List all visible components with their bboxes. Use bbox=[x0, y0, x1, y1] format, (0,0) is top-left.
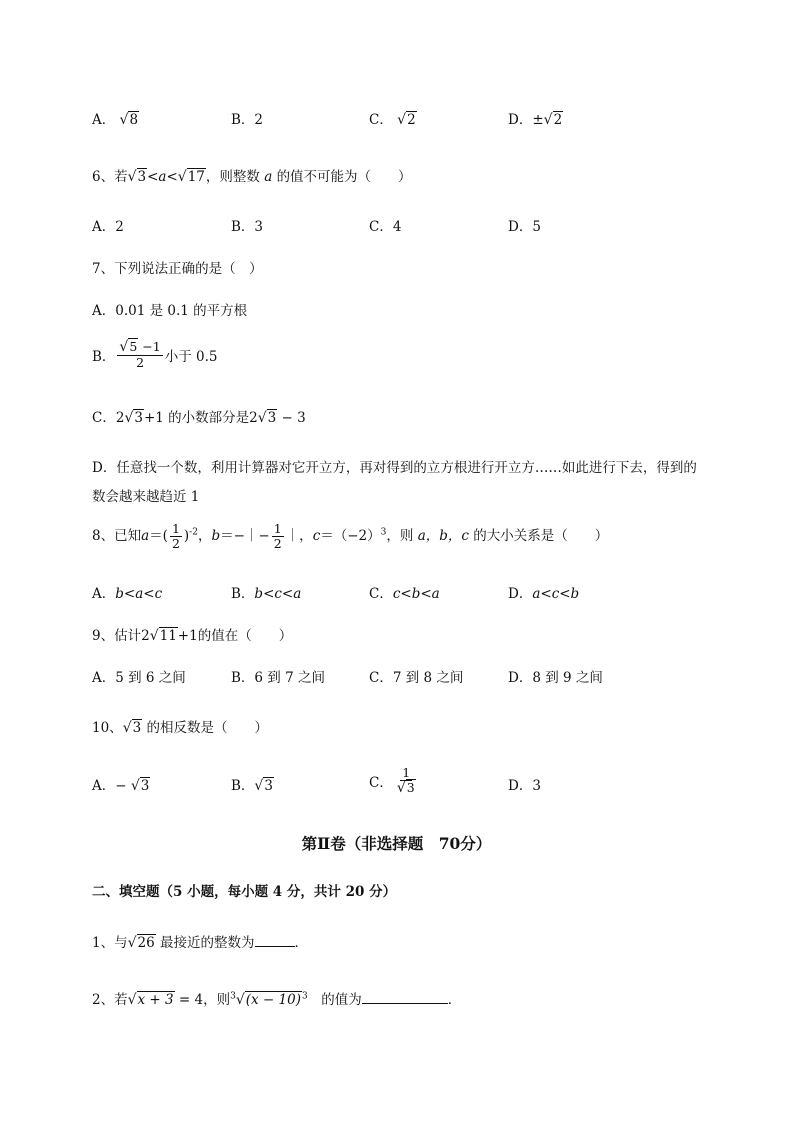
q7-option-d[interactable]: D．任意找一个数，利用计算器对它开立方，再对得到的立方根进行开立方……如此进行下去，得到的 数会越来越趋近 1 bbox=[92, 460, 697, 505]
q6-option-d[interactable]: D．5 bbox=[508, 219, 541, 235]
q10-stem: 10、√3 的相反数是（ ） bbox=[92, 720, 268, 736]
q8-options bbox=[92, 582, 712, 610]
q10-options bbox=[92, 766, 712, 806]
fill-q2-blank[interactable] bbox=[362, 991, 448, 1004]
q5-option-b[interactable]: B．2 bbox=[231, 112, 264, 128]
q9-option-c[interactable]: C．7 到 8 之间 bbox=[369, 670, 464, 686]
q9-options bbox=[92, 666, 712, 694]
q10-c-fraction: $\frac{1}{√3}$ bbox=[396, 765, 415, 796]
q9-option-b[interactable]: B．6 到 7 之间 bbox=[231, 670, 325, 686]
q7-option-a[interactable]: A．0.01 是 0.1 的平方根 bbox=[92, 303, 248, 319]
q6-option-c[interactable]: C．4 bbox=[369, 219, 402, 235]
q5-option-a[interactable]: A． √8 bbox=[92, 112, 139, 128]
q7-option-c[interactable]: C．2√3+1 的小数部分是2√3 − 3 bbox=[92, 410, 306, 426]
q6-stem: 6、若√3<a<√17，则整数 a 的值不可能为（ ） bbox=[92, 169, 412, 185]
q10-option-c[interactable]: C． $\frac{1}{√3}$ bbox=[369, 766, 420, 796]
q5-option-c[interactable]: C． √2 bbox=[369, 112, 416, 128]
q8-b-fraction: $\frac{1}{2}$ bbox=[273, 521, 282, 551]
q8-stem: 8、已知a＝( $\frac{1}{2}$ )$^{-2}$，b＝−｜− $\frac{1}{2}$ ｜，$c=(-2)^3$，则 a，b，c 的大小关系是（ ） bbox=[92, 521, 609, 551]
q7-option-b[interactable]: B． $\frac{√5 -1}{2}$ 小于 0.5 bbox=[92, 339, 218, 371]
q9-stem: 9、估计2√11+1的值在（ ） bbox=[92, 628, 293, 644]
q6-options bbox=[92, 215, 712, 243]
q7-b-fraction: $\frac{√5 -1}{2}$ bbox=[119, 339, 161, 371]
q7-stem: 7、下列说法正确的是（ ） bbox=[92, 261, 263, 277]
part2-title: 第Ⅱ卷（非选择题 70分） bbox=[301, 834, 492, 853]
q8-option-c[interactable]: C．c<b<a bbox=[369, 586, 440, 602]
q8-option-b[interactable]: B．b<c<a bbox=[231, 586, 302, 602]
q5-option-d[interactable]: D．±√2 bbox=[508, 112, 563, 128]
q6-option-b[interactable]: B．3 bbox=[231, 219, 264, 235]
fill-q1-blank[interactable] bbox=[255, 934, 295, 947]
section-fill-in-heading: 二、填空题（5 小题，每小题 4 分，共计 20 分） bbox=[92, 884, 397, 900]
q8-option-a[interactable]: A．b<a<c bbox=[92, 586, 163, 602]
q9-option-d[interactable]: D．8 到 9 之间 bbox=[508, 670, 603, 686]
fill-q1: 1、与√26 最接近的整数为 ． bbox=[92, 935, 308, 951]
q8-a-fraction: $\frac{1}{2}$ bbox=[171, 521, 180, 551]
q10-option-b[interactable]: B．√3 bbox=[231, 778, 273, 794]
q8-option-d[interactable]: D．a<c<b bbox=[508, 586, 580, 602]
fill-q2: 2、若√x + 3 = 4，则$^3√(x - 10)^3$ 的值为 ． bbox=[92, 991, 462, 1008]
q10-option-d[interactable]: D．3 bbox=[508, 778, 541, 794]
q6-option-a[interactable]: A．2 bbox=[92, 219, 124, 235]
q10-option-a[interactable]: A．− √3 bbox=[92, 778, 150, 794]
q5-options bbox=[92, 108, 712, 136]
q9-option-a[interactable]: A．5 到 6 之间 bbox=[92, 670, 186, 686]
